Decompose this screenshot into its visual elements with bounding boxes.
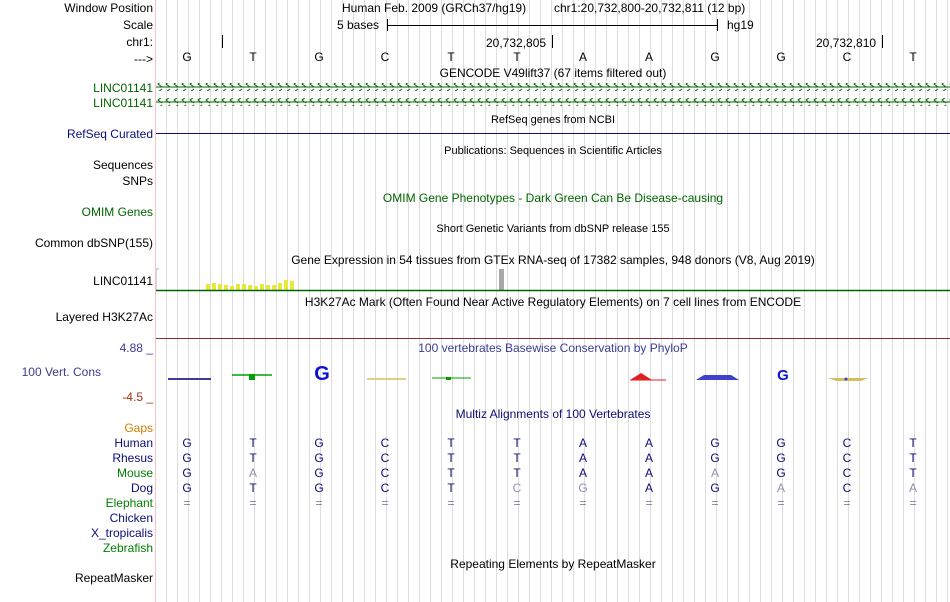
alignment-base-rhesus: T: [447, 451, 455, 465]
base-9: G: [710, 50, 720, 64]
alignment-base-rhesus: G: [710, 451, 720, 465]
alignment-base-mouse: C: [380, 466, 390, 480]
ruler-tick-2: [552, 35, 553, 48]
alignment-base-human: T: [447, 436, 455, 450]
scale-bar-text: 5 bases: [337, 18, 380, 32]
gtex-bar: [242, 284, 246, 290]
conservation-logo-g: G: [314, 363, 330, 385]
alignment-base-dog: C: [380, 481, 390, 495]
gencode-track-title[interactable]: GENCODE V49lift37 (67 items filtered out): [439, 66, 667, 80]
alignment-base-mouse: A: [644, 466, 653, 480]
scale-bar-right-tick: [717, 19, 718, 31]
alignment-base-human: G: [314, 436, 324, 450]
gtex-bar: [266, 285, 270, 290]
alignment-base-mouse: T: [513, 466, 521, 480]
gtex-bar: [230, 286, 234, 290]
alignment-base-rhesus: T: [249, 451, 257, 465]
track-label-column: [0, 0, 155, 602]
alignment-base-mouse: A: [710, 466, 719, 480]
label-refseq-curated[interactable]: RefSeq Curated: [66, 127, 153, 141]
gtex-expression-bars[interactable]: [156, 266, 950, 292]
gtex-bar: [218, 284, 222, 290]
refseq-gene-line[interactable]: [156, 133, 950, 134]
gtex-bar: [248, 285, 252, 290]
ruler-tick-3: [882, 35, 883, 48]
gtex-track-title[interactable]: Gene Expression in 54 tissues from GTEx RNA-seq of 17382 samples, 948 donors (V8, Aug 2019): [291, 253, 815, 267]
alignment-base-elephant: =: [447, 496, 455, 510]
alignment-base-human: G: [182, 436, 192, 450]
alignment-base-dog: A: [908, 481, 917, 495]
scale-bar-line: [387, 25, 717, 26]
alignment-base-elephant: =: [645, 496, 653, 510]
gtex-bar: [272, 285, 276, 290]
alignment-base-human: G: [710, 436, 720, 450]
base-8: A: [644, 50, 653, 64]
alignment-base-rhesus: A: [578, 451, 587, 465]
alignment-base-dog: G: [710, 481, 720, 495]
label-linc01141-1[interactable]: LINC01141: [93, 81, 153, 95]
alignment-base-elephant: =: [777, 496, 785, 510]
base-1: G: [182, 50, 192, 64]
species-label-human[interactable]: Human: [114, 436, 153, 450]
alignment-base-human: G: [776, 436, 786, 450]
alignment-base-elephant: =: [183, 496, 191, 510]
species-label-x_tropicalis[interactable]: X_tropicalis: [90, 526, 153, 540]
label-gtex-linc01141[interactable]: LINC01141: [93, 274, 153, 288]
alignment-base-rhesus: G: [182, 451, 192, 465]
alignment-base-dog: G: [578, 481, 588, 495]
label-omim-genes[interactable]: OMIM Genes: [81, 205, 153, 219]
gtex-bar: [224, 285, 228, 290]
label-common-dbsnp[interactable]: Common dbSNP(155): [34, 236, 153, 250]
alignment-base-mouse: A: [248, 466, 257, 480]
species-label-elephant[interactable]: Elephant: [105, 496, 153, 510]
label-snps[interactable]: SNPs: [122, 174, 153, 188]
alignment-base-elephant: =: [579, 496, 587, 510]
alignment-base-human: C: [842, 436, 852, 450]
phylop-track-title[interactable]: 100 vertebrates Basewise Conservation by PhyloP: [418, 341, 688, 355]
label-cons-max: 4.88 _: [119, 341, 153, 355]
label-gaps: Gaps: [124, 421, 153, 435]
alignment-base-elephant: =: [711, 496, 719, 510]
alignment-base-rhesus: G: [776, 451, 786, 465]
alignment-base-elephant: =: [843, 496, 851, 510]
label-repeatmasker[interactable]: RepeatMasker: [74, 571, 153, 585]
track-area[interactable]: [156, 0, 950, 602]
alignment-base-mouse: G: [314, 466, 324, 480]
alignment-base-human: A: [578, 436, 587, 450]
alignment-base-dog: G: [314, 481, 324, 495]
base-4: C: [380, 50, 390, 64]
base-2: T: [249, 50, 257, 64]
alignment-base-human: A: [644, 436, 653, 450]
alignment-base-rhesus: A: [644, 451, 653, 465]
alignment-base-dog: C: [842, 481, 852, 495]
repeatmasker-track-title[interactable]: Repeating Elements by RepeatMasker: [450, 557, 656, 571]
gtex-bar: [499, 269, 504, 290]
alignment-base-dog: T: [249, 481, 257, 495]
base-3: G: [314, 50, 324, 64]
assembly-title: Human Feb. 2009 (GRCh37/hg19): [342, 1, 527, 15]
alignment-base-elephant: =: [249, 496, 257, 510]
alignment-base-dog: T: [447, 481, 455, 495]
ruler-coord-1: 20,732,805: [486, 36, 547, 50]
base-6: T: [513, 50, 521, 64]
label-cons-min: -4.5 _: [122, 390, 153, 404]
publications-track-title[interactable]: Publications: Sequences in Scientific Articles: [444, 145, 662, 157]
alignment-base-mouse: G: [182, 466, 192, 480]
label-linc01141-2[interactable]: LINC01141: [93, 96, 153, 110]
alignment-base-mouse: G: [776, 466, 786, 480]
gtex-bar: [206, 284, 210, 290]
base-5: T: [447, 50, 455, 64]
scale-bar-db: hg19: [727, 18, 754, 32]
phylop-conservation-logos[interactable]: [156, 360, 950, 390]
h3k27ac-track-title[interactable]: H3K27Ac Mark (Often Found Near Active Regulatory Elements) on 7 cell lines from ENCODE: [304, 295, 802, 309]
base-12: T: [909, 50, 917, 64]
alignment-base-rhesus: G: [314, 451, 324, 465]
alignment-base-rhesus: T: [513, 451, 521, 465]
base-11: C: [842, 50, 852, 64]
alignment-base-dog: A: [644, 481, 653, 495]
gtex-bar: [212, 283, 216, 290]
dbsnp-track-title[interactable]: Short Genetic Variants from dbSNP release 155: [436, 223, 670, 235]
alignment-base-elephant: =: [381, 496, 389, 510]
label-chromosome: chr1:: [126, 35, 153, 49]
label-strand: --->: [134, 52, 153, 66]
alignment-base-human: T: [249, 436, 257, 450]
alignment-base-mouse: T: [447, 466, 455, 480]
alignment-base-human: T: [909, 436, 917, 450]
gtex-bar: [290, 281, 294, 290]
alignment-base-dog: A: [776, 481, 785, 495]
alignment-base-human: C: [380, 436, 390, 450]
species-label-rhesus[interactable]: Rhesus: [112, 451, 153, 465]
gtex-bar: [278, 283, 282, 290]
base-7: A: [578, 50, 587, 64]
ruler-coord-2: 20,732,810: [816, 36, 877, 50]
alignment-base-elephant: =: [513, 496, 521, 510]
alignment-base-mouse: T: [909, 466, 917, 480]
h3k27ac-signal-line[interactable]: [156, 338, 950, 339]
label-layered-h3k27ac[interactable]: Layered H3K27Ac: [55, 310, 153, 324]
alignment-base-rhesus: C: [842, 451, 852, 465]
label-scale: Scale: [122, 18, 153, 32]
gtex-bar: [236, 284, 240, 290]
label-sequences[interactable]: Sequences: [92, 158, 153, 172]
gtex-bar: [284, 280, 288, 290]
alignment-base-rhesus: T: [909, 451, 917, 465]
conservation-logo-g2: G: [777, 367, 789, 384]
alignment-base-rhesus: C: [380, 451, 390, 465]
label-100-vert-cons[interactable]: 100 Vert. Cons: [21, 365, 101, 379]
window-position-text: chr1:20,732,800-20,732,811 (12 bp): [554, 1, 746, 15]
alignment-base-elephant: =: [315, 496, 323, 510]
species-label-zebrafish[interactable]: Zebrafish: [102, 541, 153, 555]
ruler-tick-1: [222, 35, 223, 48]
gtex-bar: [254, 286, 258, 290]
base-10: G: [776, 50, 786, 64]
species-label-chicken[interactable]: Chicken: [109, 511, 153, 525]
alignment-base-mouse: A: [578, 466, 587, 480]
gtex-bar: [260, 284, 264, 290]
alignment-base-human: T: [513, 436, 521, 450]
omim-track-title[interactable]: OMIM Gene Phenotypes - Dark Green Can Be Disease-causing: [382, 191, 724, 205]
alignment-base-dog: C: [512, 481, 522, 495]
label-window-position: Window Position: [64, 1, 153, 15]
gencode-gene-models[interactable]: [156, 80, 950, 110]
refseq-track-title[interactable]: RefSeq genes from NCBI: [490, 114, 616, 126]
alignment-base-elephant: =: [909, 496, 917, 510]
multiz-track-title[interactable]: Multiz Alignments of 100 Vertebrates: [455, 407, 651, 421]
alignment-base-dog: G: [182, 481, 192, 495]
species-label-mouse[interactable]: Mouse: [116, 466, 153, 480]
alignment-base-mouse: C: [842, 466, 852, 480]
species-label-dog[interactable]: Dog: [130, 481, 153, 495]
